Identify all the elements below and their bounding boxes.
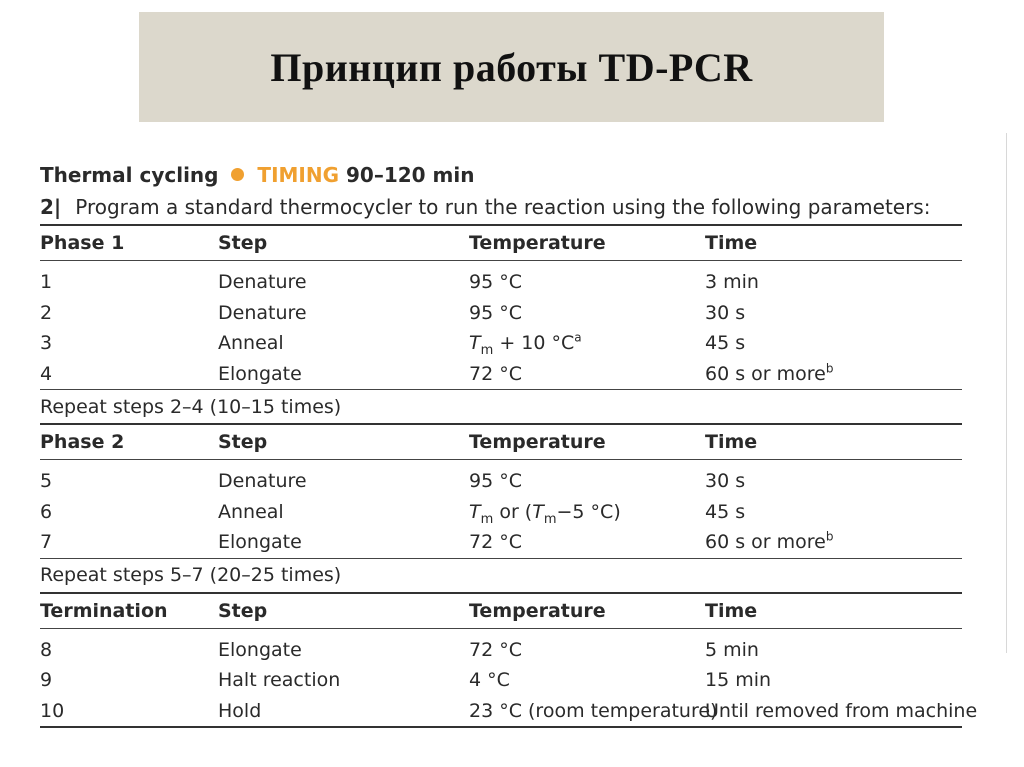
- column-header-step: Step: [218, 424, 469, 460]
- footnote-b: b: [825, 529, 834, 544]
- row-time: 3 min: [705, 271, 759, 294]
- table-row: [40, 328, 962, 359]
- row-step-number: 5: [40, 470, 53, 493]
- row-step-number: 2: [40, 301, 53, 324]
- row-step-name: Anneal: [218, 500, 284, 523]
- timing-value: 90–120 min: [345, 163, 475, 187]
- vertical-divider: [1006, 133, 1007, 653]
- column-header-temperature: Temperature: [469, 424, 705, 460]
- table-row: [40, 359, 962, 390]
- column-header-step: Step: [218, 593, 469, 629]
- table-row: [40, 466, 962, 497]
- column-header-temperature: Temperature: [469, 593, 705, 629]
- column-header-time: Time: [705, 593, 962, 629]
- row-step-number: 1: [40, 271, 53, 294]
- row-time: Until removed from machine: [705, 696, 962, 728]
- row-temperature: 72 °C: [469, 638, 522, 661]
- table-row: [40, 635, 962, 666]
- thermal-cycling-table: [40, 224, 978, 728]
- table-row: [40, 497, 962, 528]
- row-step-number: 6: [40, 500, 53, 523]
- table-row: [40, 696, 962, 728]
- step-number: 2|: [40, 195, 62, 219]
- row-temperature: 95 °C: [469, 470, 522, 493]
- timing-dot-icon: [231, 168, 244, 181]
- row-time: 5 min: [705, 638, 759, 661]
- row-time: 45 s: [705, 500, 746, 523]
- step-instruction: [40, 190, 962, 224]
- table-header-row: [40, 424, 962, 460]
- table-row: [40, 665, 962, 696]
- table-header-row: [40, 225, 962, 261]
- row-temperature: 95 °C: [469, 271, 522, 294]
- row-step-number: 4: [40, 362, 53, 385]
- phase-label: Termination: [40, 593, 218, 629]
- row-time: 30 s: [705, 301, 746, 324]
- slide-title: Принцип работы TD-PCR: [270, 44, 753, 90]
- row-temperature: 4 °C: [469, 669, 510, 692]
- phase-label: Phase 2: [40, 424, 218, 460]
- footnote-b: b: [825, 361, 834, 376]
- row-step-number: 7: [40, 531, 53, 554]
- row-step-name: Elongate: [218, 638, 302, 661]
- row-temperature: $T_m$ or ($T_m-5$ °C): [469, 500, 621, 527]
- row-step-name: Denature: [218, 271, 307, 294]
- row-temperature: 95 °C: [469, 301, 522, 324]
- row-step-name: Denature: [218, 470, 307, 493]
- table-row: [40, 527, 962, 558]
- row-temperature: $T_m + 10$ $^\circ C^a$: [469, 330, 582, 359]
- row-step-name: Anneal: [218, 332, 284, 355]
- slide-title-banner: [139, 12, 884, 122]
- timing-label: TIMING: [257, 163, 340, 187]
- repeat-note: Repeat steps 2–4 (10–15 times): [40, 390, 962, 425]
- table-row: [40, 267, 962, 298]
- row-time: 15 min: [705, 669, 772, 692]
- row-time: 30 s: [705, 470, 746, 493]
- column-header-step: Step: [218, 225, 469, 261]
- row-time: 60 s or more$^b$: [705, 529, 834, 554]
- row-step-number: 3: [40, 332, 53, 355]
- repeat-note-row: [40, 390, 962, 425]
- row-step-number: 8: [40, 638, 53, 661]
- section-heading: [40, 160, 962, 190]
- footnote-a: a: [574, 330, 582, 345]
- repeat-note-row: [40, 558, 962, 593]
- row-step-name: Hold: [218, 696, 469, 728]
- row-step-name: Elongate: [218, 362, 302, 385]
- row-step-name: Elongate: [218, 531, 302, 554]
- column-header-temperature: Temperature: [469, 225, 705, 261]
- row-step-name: Denature: [218, 301, 307, 324]
- phase-label: Phase 1: [40, 225, 218, 261]
- repeat-note: Repeat steps 5–7 (20–25 times): [40, 558, 962, 593]
- row-time: 45 s: [705, 332, 746, 355]
- row-temperature: 72 °C: [469, 531, 522, 554]
- row-time: 60 s or more$^b$: [705, 361, 834, 385]
- row-temperature: 72 °C: [469, 362, 522, 385]
- table-header-row: [40, 593, 962, 629]
- row-step-name: Halt reaction: [218, 669, 341, 692]
- protocol-excerpt: [40, 160, 978, 728]
- table-row: [40, 298, 962, 329]
- row-temperature: 23 °C (room temperature): [469, 696, 705, 728]
- row-step-number: 10: [40, 696, 218, 728]
- column-header-time: Time: [705, 424, 962, 460]
- step-text: Program a standard thermocycler to run the reaction using the following parameters:: [75, 195, 931, 219]
- column-header-time: Time: [705, 225, 962, 261]
- row-step-number: 9: [40, 669, 53, 692]
- section-heading-text: Thermal cycling: [40, 163, 219, 187]
